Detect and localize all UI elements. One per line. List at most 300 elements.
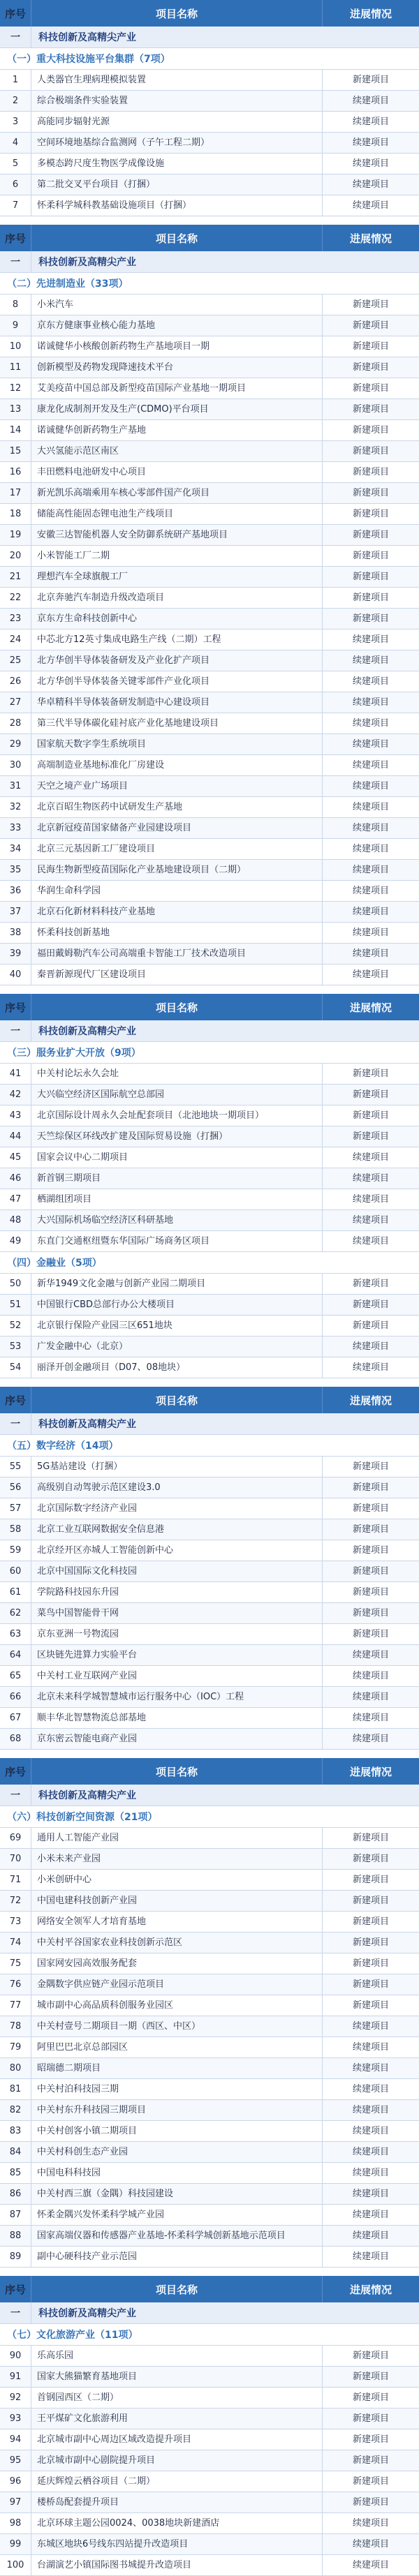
row-status: 续建项目 [352,2189,389,2199]
row-number: 67 [0,1708,31,1728]
row-project-name: 昭瑞德二期项目 [31,2058,323,2078]
row-number: 55 [0,1457,31,1477]
row-number: 57 [0,1498,31,1519]
row-number: 6 [0,174,31,195]
row-status: 新建项目 [352,1629,389,1639]
row-number: 34 [0,839,31,859]
row-number: 99 [0,2534,31,2554]
row-project-name: 华卓精科半导体装备研发制造中心建设项目 [31,692,323,713]
row-status: 续建项目 [352,2168,389,2178]
row-status: 新建项目 [352,1131,389,1142]
table-section [0,225,419,985]
table-row [0,2079,419,2100]
table-row [0,860,419,881]
row-project-name: 安徽三达智能机器人安全防御系统研产基地项目 [31,525,323,545]
row-number: 52 [0,1316,31,1336]
category-title: 科技创新及高精尖产业 [38,1790,136,1801]
table-row [0,1540,419,1561]
table-row [0,1974,419,1995]
row-number: 73 [0,1912,31,1932]
row-number: 91 [0,2367,31,2387]
subcategory-row [0,2324,419,2346]
row-number: 60 [0,1561,31,1581]
header-project-name: 项目名称 [31,225,323,251]
table-row [0,755,419,776]
table-row [0,1274,419,1295]
row-number: 33 [0,818,31,838]
header-project-name: 项目名称 [31,1758,323,1785]
row-project-name: 丽泽开创金融项目（D07、08地块） [31,1357,323,1378]
table-row [0,2247,419,2268]
table-row [0,441,419,462]
row-number: 50 [0,1274,31,1294]
table-row [0,2184,419,2205]
category-dash: 一 [0,1413,31,1434]
row-number: 4 [0,133,31,153]
row-project-name: 秦晋新源现代厂区建设项目 [31,965,323,985]
row-project-name: 北京百昭生物医药中试研发生产基地 [31,797,323,817]
row-project-name: 楼桥岛配套提升项目 [31,2492,323,2512]
row-number: 42 [0,1085,31,1105]
section-gap [0,216,419,225]
header-number: 序号 [0,1387,31,1413]
row-number: 71 [0,1870,31,1890]
row-status: 续建项目 [352,179,389,190]
row-status: 续建项目 [352,823,389,833]
category-title: 科技创新及高精尖产业 [38,32,136,43]
row-status: 续建项目 [352,1734,389,1744]
row-number: 16 [0,462,31,482]
row-number: 24 [0,630,31,650]
row-project-name: 北京石化新材料科技产业基地 [31,902,323,922]
row-number: 10 [0,336,31,357]
row-number: 21 [0,567,31,587]
category-row [0,1413,419,1435]
table-row [0,2016,419,2037]
table-row [0,2534,419,2555]
table-row [0,546,419,567]
row-number: 13 [0,399,31,419]
row-project-name: 国家高端仪器和传感器产业基地-怀柔科学城创新基地示范项目 [31,2226,323,2246]
row-status: 续建项目 [352,1173,389,1184]
category-dash: 一 [0,1020,31,1041]
subcategory-row [0,273,419,295]
row-status: 续建项目 [352,928,389,938]
row-project-name: 国家网安园高效服务配套 [31,1953,323,1974]
row-number: 29 [0,734,31,754]
row-number: 77 [0,1995,31,2016]
row-number: 82 [0,2100,31,2120]
table-row [0,2058,419,2079]
subcategory-row [0,1806,419,1828]
row-project-name: 金隅数字供应链产业园示范项目 [31,1974,323,1995]
header-status: 进展情况 [349,1001,392,1014]
row-status: 续建项目 [352,1215,389,1226]
table-row [0,1337,419,1357]
row-number: 83 [0,2121,31,2141]
subcategory-title: （二）先进制造业（33项） [7,278,128,290]
row-project-name: 北京未来科学城智慧城市运行服务中心（IOC）工程 [31,1687,323,1707]
row-project-name: 北京城市副中心周边区域改造提升项目 [31,2429,323,2450]
table-row [0,923,419,944]
row-status: 新建项目 [352,1958,389,1969]
row-project-name: 第三代半导体碳化硅衬底产业化基地建设项目 [31,713,323,734]
row-number: 47 [0,1189,31,1209]
row-status: 续建项目 [352,1671,389,1681]
row-project-name: 北京银行保险产业园三区651地块 [31,1316,323,1336]
row-number: 62 [0,1603,31,1623]
table-header-row [0,994,419,1020]
table-row [0,944,419,965]
row-project-name: 中国银行CBD总部行办公大楼项目 [31,1295,323,1315]
table-row [0,1729,419,1750]
row-project-name: 国家会议中心二期项目 [31,1147,323,1168]
category-row [0,251,419,273]
row-project-name: 中关村泊科技园三期 [31,2079,323,2099]
row-status: 续建项目 [352,676,389,687]
row-number: 85 [0,2163,31,2183]
row-number: 41 [0,1064,31,1084]
row-status: 新建项目 [352,613,389,624]
section-gap [0,1750,419,1758]
row-project-name: 大兴氢能示范区南区 [31,441,323,461]
table-row [0,609,419,630]
table-row [0,399,419,420]
row-number: 18 [0,504,31,524]
table-row [0,1953,419,1974]
row-number: 14 [0,420,31,440]
row-project-name: 怀柔科技创新基地 [31,923,323,943]
row-status: 续建项目 [352,2231,389,2241]
row-project-name: 北京工业互联网数据安全信息港 [31,1519,323,1540]
category-dash: 一 [0,2302,31,2323]
row-project-name: 中国电科科技园 [31,2163,323,2183]
row-status: 续建项目 [352,2560,389,2570]
row-status: 新建项目 [352,299,389,310]
table-section [0,2276,419,2576]
row-number: 68 [0,1729,31,1749]
row-status: 新建项目 [352,2497,389,2508]
table-row [0,2513,419,2534]
row-status: 新建项目 [352,446,389,456]
row-status: 新建项目 [352,530,389,540]
row-status: 新建项目 [352,2372,389,2382]
table-row [0,2429,419,2450]
row-status: 续建项目 [352,158,389,169]
table-row [0,1210,419,1231]
row-status: 新建项目 [352,2434,389,2445]
row-status: 新建项目 [352,593,389,603]
row-number: 86 [0,2184,31,2204]
header-number: 序号 [0,0,31,27]
row-project-name: 丰田燃料电池研发中心项目 [31,462,323,482]
row-project-name: 小米创研中心 [31,1870,323,1890]
row-number: 9 [0,315,31,336]
row-project-name: 天空之境产业广场项目 [31,776,323,796]
table-row [0,1168,419,1189]
table-row [0,112,419,133]
row-status: 续建项目 [352,1341,389,1352]
row-project-name: 阿里巴巴北京总部园区 [31,2037,323,2057]
row-number: 58 [0,1519,31,1540]
row-number: 25 [0,650,31,671]
row-project-name: 菜鸟中国智能骨干网 [31,1603,323,1623]
row-project-name: 延庆辉煌云栖谷项目（二期） [31,2471,323,2492]
row-project-name: 学院路科技园东升园 [31,1582,323,1602]
row-status: 续建项目 [352,2147,389,2157]
table-row [0,154,419,174]
row-number: 43 [0,1105,31,1126]
header-status: 进展情况 [349,1394,392,1407]
row-project-name: 储能高性能固态锂电池生产线项目 [31,504,323,524]
row-number: 37 [0,902,31,922]
subcategory-title: （三）服务业扩大开放（9项） [7,1048,141,1059]
row-status: 续建项目 [352,2518,389,2529]
row-number: 2 [0,91,31,111]
row-status: 续建项目 [352,2539,389,2549]
table-header-row [0,0,419,27]
row-number: 22 [0,588,31,608]
table-row [0,1295,419,1316]
table-row [0,2555,419,2576]
table-row [0,378,419,399]
row-status: 新建项目 [352,488,389,498]
row-status: 新建项目 [352,1461,389,1472]
row-project-name: 新光凯乐高端乘用车核心零部件国产化项目 [31,483,323,503]
category-dash: 一 [0,251,31,272]
row-project-name: 怀柔科学城科教基础设施项目（打捆） [31,195,323,216]
row-number: 88 [0,2226,31,2246]
row-status: 续建项目 [352,1713,389,1723]
table-row [0,1708,419,1729]
row-number: 89 [0,2247,31,2267]
table-row [0,1645,419,1666]
row-number: 46 [0,1168,31,1189]
row-project-name: 综合极端条件实验装置 [31,91,323,111]
category-title: 科技创新及高精尖产业 [38,2308,136,2319]
row-status: 续建项目 [352,2021,389,2032]
row-number: 1 [0,70,31,90]
subcategory-row [0,1042,419,1064]
row-number: 64 [0,1645,31,1665]
row-status: 续建项目 [352,1194,389,1205]
row-number: 19 [0,525,31,545]
row-number: 76 [0,1974,31,1995]
row-project-name: 诺诚健华创新药物生产基地 [31,420,323,440]
table-row [0,504,419,525]
row-status: 新建项目 [352,362,389,373]
row-status: 续建项目 [352,760,389,770]
row-project-name: 东直门交通枢纽暨东华国际广场商务区项目 [31,1231,323,1251]
table-row [0,776,419,797]
table-row [0,1457,419,1477]
row-status: 续建项目 [352,2126,389,2136]
row-number: 72 [0,1891,31,1911]
header-number: 序号 [0,1758,31,1785]
row-status: 新建项目 [352,467,389,477]
row-status: 新建项目 [352,2392,389,2403]
table-row [0,1189,419,1210]
row-project-name: 多模态跨尺度生物医学成像设施 [31,154,323,174]
section-gap [0,985,419,994]
table-section [0,0,419,216]
row-status: 续建项目 [352,718,389,729]
row-number: 30 [0,755,31,775]
header-number: 序号 [0,225,31,251]
table-row [0,1316,419,1337]
table-row [0,2367,419,2388]
row-number: 97 [0,2492,31,2512]
header-project-name: 项目名称 [31,1387,323,1413]
row-project-name: 北京三元基因新工厂建设项目 [31,839,323,859]
row-status: 续建项目 [352,886,389,896]
row-project-name: 康龙化成制剂开发及生产(CDMO)平台项目 [31,399,323,419]
table-row [0,1687,419,1708]
row-project-name: 栖湖组团项目 [31,1189,323,1209]
row-number: 38 [0,923,31,943]
row-status: 续建项目 [352,2251,389,2262]
row-number: 26 [0,671,31,692]
row-number: 23 [0,609,31,629]
table-header-row [0,2276,419,2302]
table-row [0,1582,419,1603]
row-project-name: 华润生命科学园 [31,881,323,901]
table-row [0,630,419,650]
subcategory-title: （七）文化旅游产业（11项） [7,2330,138,2341]
row-number: 35 [0,860,31,880]
table-row [0,295,419,315]
table-row [0,797,419,818]
row-status: 新建项目 [352,341,389,352]
table-row [0,174,419,195]
table-row [0,1995,419,2016]
row-project-name: 小米汽车 [31,295,323,315]
row-number: 17 [0,483,31,503]
row-status: 新建项目 [352,383,389,394]
subcategory-row [0,1435,419,1457]
row-status: 续建项目 [352,802,389,812]
row-project-name: 高级别自动驾驶示范区建设3.0 [31,1477,323,1498]
row-project-name: 理想汽车全球旗舰工厂 [31,567,323,587]
subcategory-row [0,48,419,70]
category-row [0,27,419,48]
table-row [0,2471,419,2492]
row-number: 45 [0,1147,31,1168]
header-number: 序号 [0,994,31,1020]
table-row [0,1519,419,1540]
row-number: 100 [0,2555,31,2575]
row-status: 续建项目 [352,1692,389,1702]
table-row [0,839,419,860]
row-status: 新建项目 [352,1545,389,1556]
table-row [0,818,419,839]
table-row [0,483,419,504]
table-row [0,2037,419,2058]
row-number: 32 [0,797,31,817]
row-status: 新建项目 [352,1110,389,1121]
row-number: 84 [0,2142,31,2162]
row-status: 新建项目 [352,1566,389,1577]
table-row [0,1498,419,1519]
row-number: 95 [0,2450,31,2471]
row-number: 15 [0,441,31,461]
table-row [0,1561,419,1582]
row-project-name: 中关村科创生态产业园 [31,2142,323,2162]
table-row [0,1126,419,1147]
table-row [0,2100,419,2121]
row-status: 续建项目 [352,2063,389,2074]
row-status: 续建项目 [352,96,389,106]
row-status: 新建项目 [352,1854,389,1864]
subcategory-title: （四）金融业（5项） [7,1258,102,1269]
row-number: 27 [0,692,31,713]
row-status: 新建项目 [352,551,389,561]
table-row [0,1849,419,1870]
row-number: 11 [0,357,31,378]
table-row [0,1064,419,1085]
row-status: 新建项目 [352,1937,389,1948]
row-project-name: 中关村平谷国家农业科技创新示范区 [31,1933,323,1953]
row-status: 新建项目 [352,2000,389,2011]
table-row [0,1933,419,1953]
row-project-name: 人类器官生理病理模拟装置 [31,70,323,90]
row-project-name: 大兴临空经济区国际航空总部园 [31,1085,323,1105]
category-title: 科技创新及高精尖产业 [38,1419,136,1430]
row-number: 79 [0,2037,31,2057]
row-number: 12 [0,378,31,399]
row-status: 续建项目 [352,781,389,791]
section-gap [0,1378,419,1387]
table-row [0,2409,419,2429]
row-project-name: 京东密云智能电商产业园 [31,1729,323,1749]
category-title: 科技创新及高精尖产业 [38,257,136,268]
row-project-name: 京东亚洲一号物流园 [31,1624,323,1644]
header-project-name: 项目名称 [31,0,323,27]
row-project-name: 台湖演艺小镇国际图书城提升改造项目 [31,2555,323,2575]
table-row [0,357,419,378]
row-number: 63 [0,1624,31,1644]
row-status: 续建项目 [352,2105,389,2115]
row-status: 续建项目 [352,2210,389,2220]
row-number: 39 [0,944,31,964]
category-dash: 一 [0,27,31,47]
table-row [0,1231,419,1252]
row-status: 续建项目 [352,844,389,854]
row-status: 新建项目 [352,2351,389,2361]
row-project-name: 广发金融中心（北京） [31,1337,323,1357]
row-number: 70 [0,1849,31,1869]
subcategory-title: （一）重大科技设施平台集群（7项） [7,54,170,65]
row-project-name: 艾美疫苗中国总部及新型疫苗国际产业基地一期项目 [31,378,323,399]
row-project-name: 中关村创客小镇二期项目 [31,2121,323,2141]
row-status: 续建项目 [352,865,389,875]
table-row [0,91,419,112]
table-row [0,1624,419,1645]
row-project-name: 民海生物新型疫苗国际化产业基地建设项目（二期） [31,860,323,880]
table-section [0,994,419,1378]
row-status: 新建项目 [352,1524,389,1535]
row-number: 36 [0,881,31,901]
row-number: 3 [0,112,31,132]
row-status: 续建项目 [352,634,389,645]
row-number: 94 [0,2429,31,2450]
table-row [0,2163,419,2184]
row-status: 续建项目 [352,2042,389,2053]
table-row [0,588,419,609]
row-number: 66 [0,1687,31,1707]
header-status: 进展情况 [349,7,392,20]
row-status: 新建项目 [352,1503,389,1514]
